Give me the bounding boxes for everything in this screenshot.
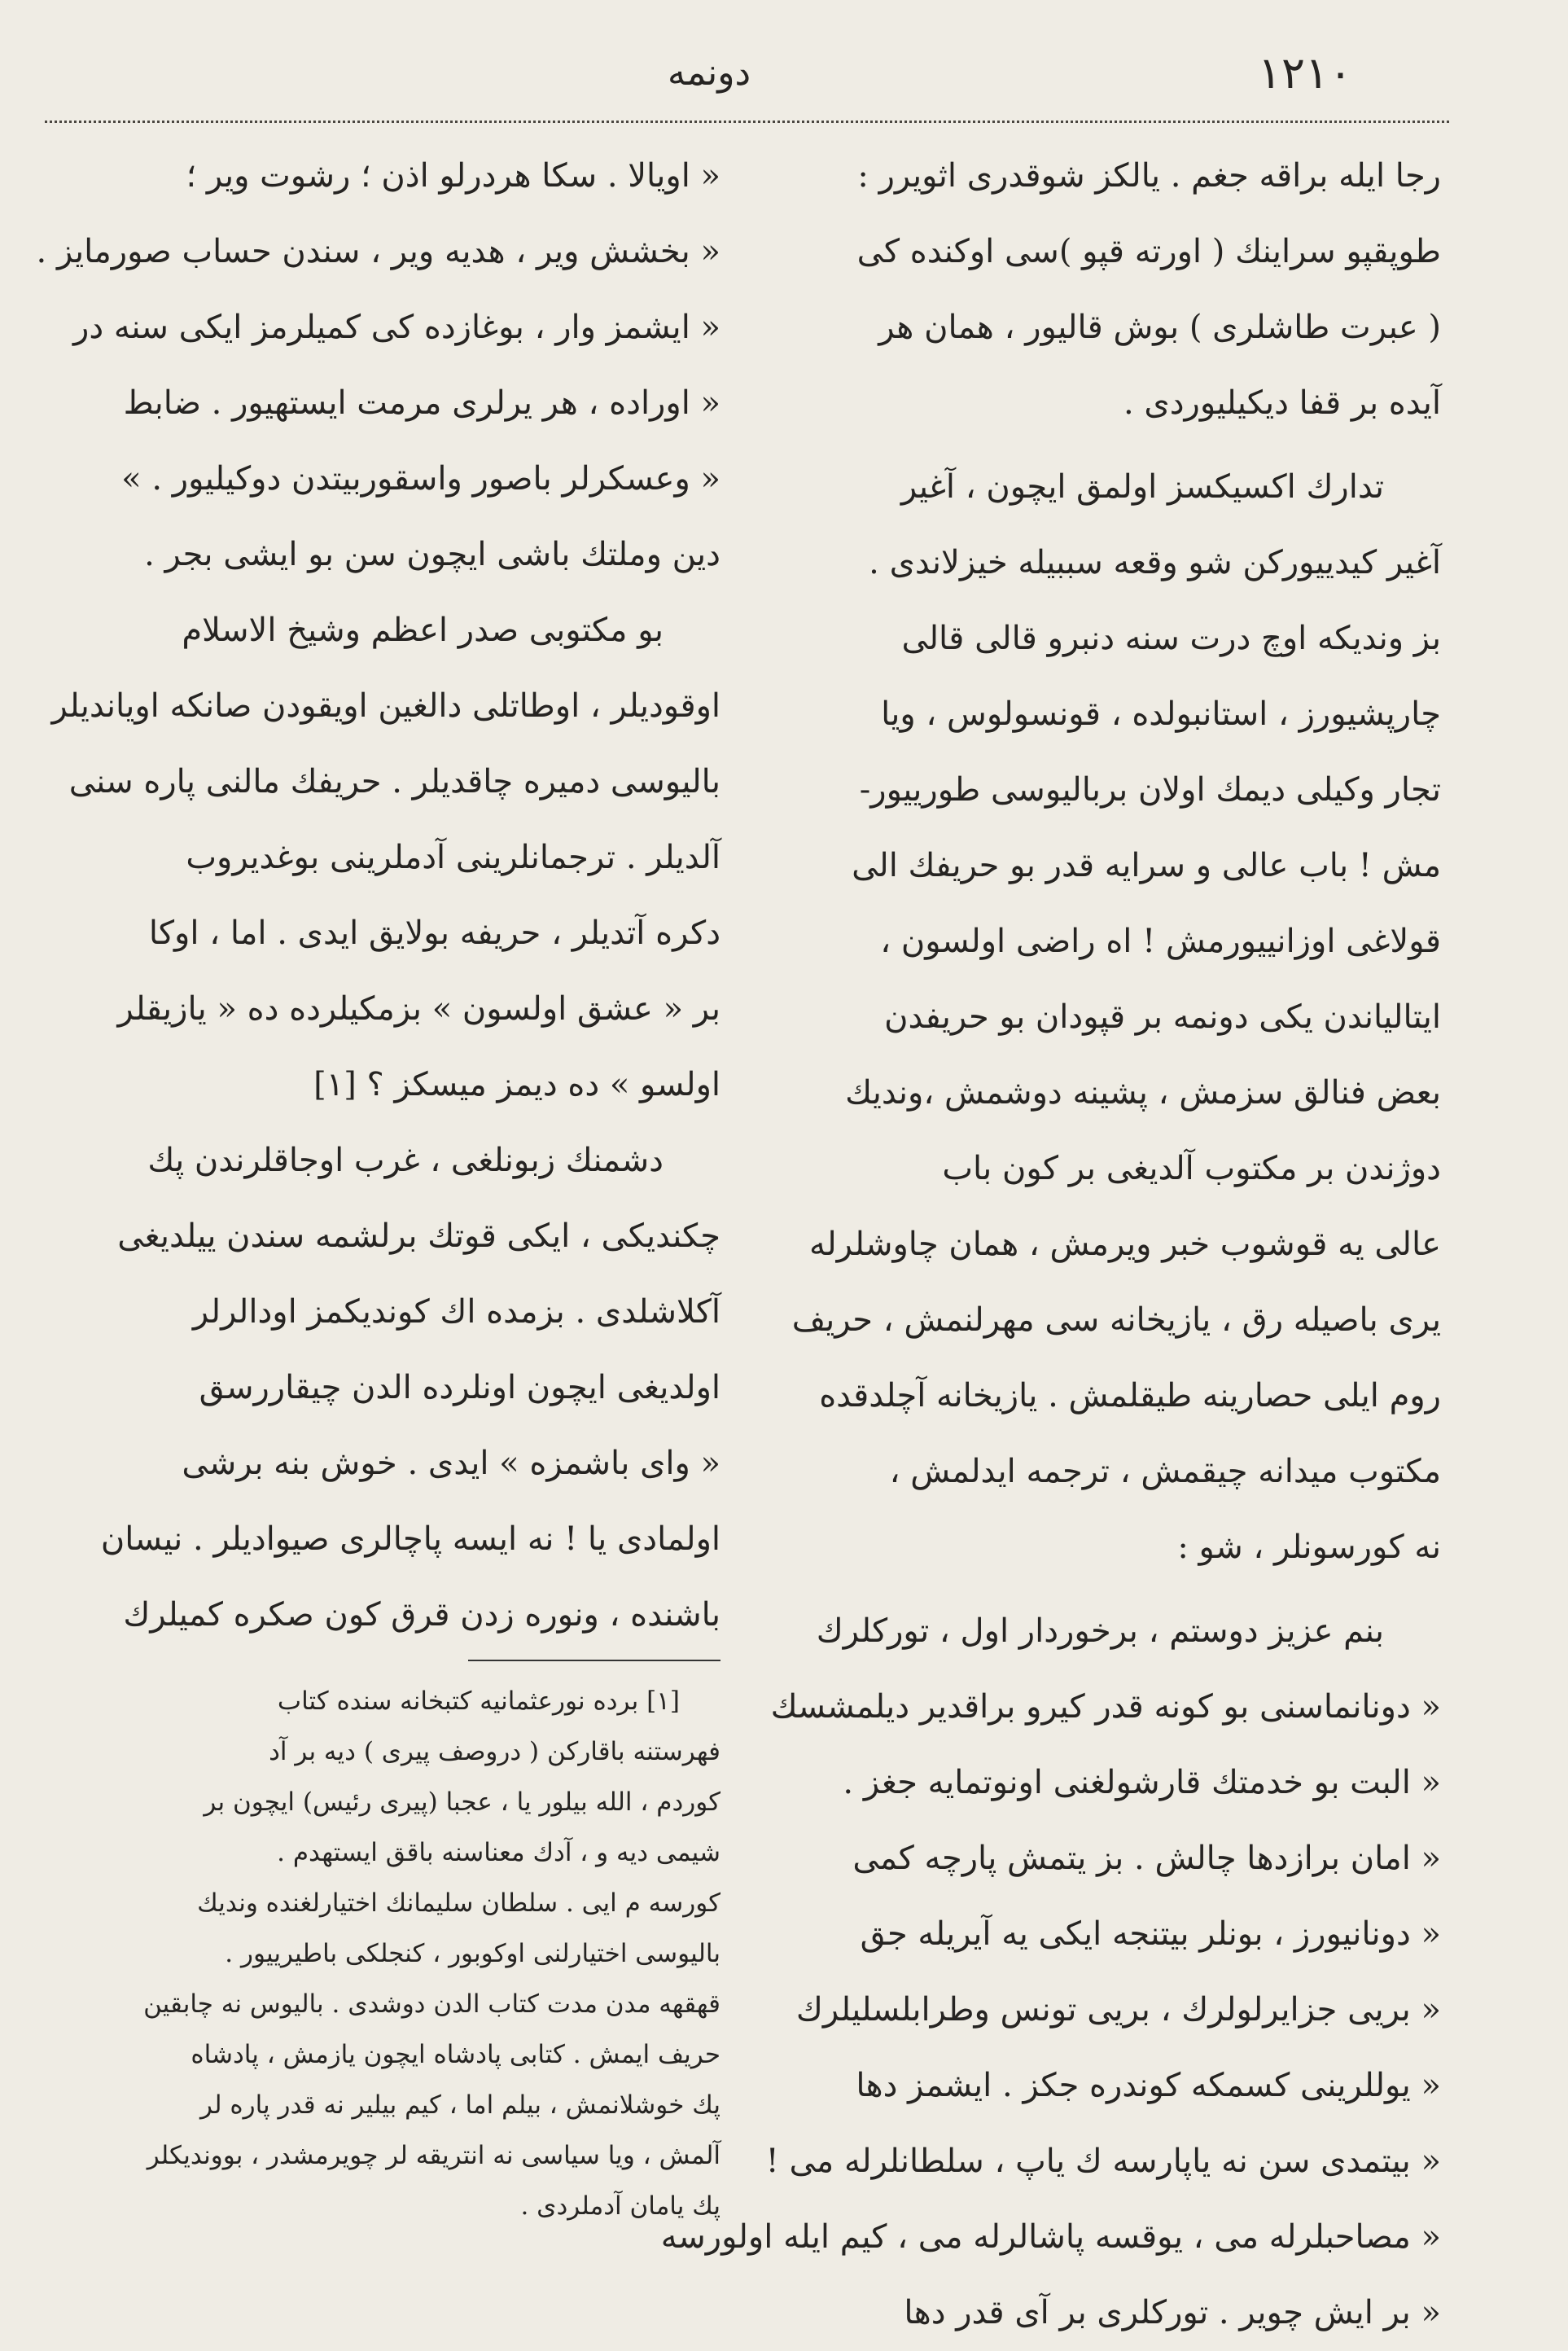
text-line: اولسو » ده دیمز میسکز ؟ [١] <box>313 1066 720 1103</box>
header-rule <box>45 121 1449 123</box>
text-line: باشنده ، ونوره زدن قرق کون صکره کمیلرك <box>123 1596 720 1634</box>
text-line: قولاغی اوزانییورمش ! اه راضی اولسون ، <box>880 923 1441 960</box>
text-line: دوژندن بر مکتوب آلدیغی بر کون باب <box>942 1150 1441 1187</box>
text-line: « وای باشمزه » ایدی . خوش بنه برشی <box>182 1445 720 1482</box>
letter-line: « بریی جزایرلولرك ، بریی تونس وطرابلسلیلرك <box>795 1991 1441 2029</box>
text-line: دکره آتدیلر ، حریفه بولایق ایدی . اما ، اوکا <box>148 915 720 952</box>
letter-line: دین وملتك باشی ایچون سن بو ایشی بجر . <box>144 536 720 573</box>
letter-line: « بیتمدی سن نه یاپارسه ك یاپ ، سلطانلرله می ! <box>765 2143 1441 2180</box>
text-line: چارپشیورز ، استانبولده ، قونسولوس ، ویا <box>881 695 1441 733</box>
paragraph-gap <box>777 1586 1441 1594</box>
text-line: روم ایلی حصارینه طیقلمش . یازیخانه آچلدقده <box>819 1377 1441 1415</box>
footnote-line: شیمی دیه و ، آدك معناسنه باقق ایستهدم . <box>277 1838 720 1867</box>
paragraph-start-line: تدارك اکسیکسز اولمق ایچون ، آغیر <box>900 468 1384 506</box>
left-column <box>36 138 720 2231</box>
footnote-line: کورسه م ایی . سلطان سلیمانك اختیارلغنده وندیك <box>197 1888 720 1918</box>
text-line: مش ! باب عالی و سرایه قدر بو حریفك الی <box>852 847 1441 884</box>
text-line: چکندیکی ، ایکی قوتك برلشمه سندن ییلدیغی <box>117 1217 720 1255</box>
text-line: رجا ایله براقه جغم . یالکز شوقدری اثویرر : <box>857 157 1441 195</box>
text-line: طوپقپو سراینك ( اورته قپو )سی اوکنده کی <box>856 233 1441 270</box>
text-line: آغیر کیدییورکن شو وقعه سببیله خیزلاندی . <box>869 544 1441 581</box>
letter-line: « یوللرینی کسمکه کوندره جکز . ایشمز دها <box>856 2067 1441 2104</box>
paragraph-start-line: بو مکتوبی صدر اعظم وشیخ الاسلام <box>182 612 664 649</box>
page-number: ١٢١٠ <box>1258 47 1353 99</box>
running-title: دونمه <box>668 52 751 94</box>
text-line: بر « عشق اولسون » بزمکیلرده ده « یازیقلر <box>117 990 720 1028</box>
text-line: اوقودیلر ، اوطاتلی دالغین اویقودن صانکه اویاندیلر <box>51 687 720 725</box>
letter-line: « اوراده ، هر یرلری مرمت ایستهیور . ضابط <box>123 384 720 422</box>
footnote-rule <box>468 1660 720 1661</box>
letter-line: « البت بو خدمتك قارشولغنی اونوتمایه جغز . <box>843 1764 1441 1801</box>
letter-line: « بر ایش چویر . تورکلری بر آی قدر دها <box>904 2294 1441 2331</box>
letter-line: « وعسکرلر باصور واسقوربيتدن دوكيليور . » <box>121 460 720 498</box>
paragraph-start-line: دشمنك زبونلغی ، غرب اوجاقلرندن پك <box>147 1142 664 1179</box>
text-line: آکلاشلدی . بزمده اك کوندیکمز اودالرلر <box>192 1293 720 1331</box>
text-line: بز ونديكه اوچ درت سنه دنبرو قالی قالی <box>901 620 1441 657</box>
letter-line: « امان برازدها چالش . بز یتمش پارچه کمی <box>852 1840 1441 1877</box>
footnote-line: آلمش ، ویا سیاسی نه انتریقه لر چویرمشدر ، بوونديكلر <box>147 2141 720 2170</box>
letter-line: « دونانماسنی بو کونه قدر کیرو براقدیر دیلمشسك <box>770 1688 1441 1726</box>
footnote-line: حریف ایمش . کتابی پادشاه ایچون یازمش ، پادشاه <box>191 2040 720 2069</box>
text-line: مکتوب میدانه چیقمش ، ترجمه ایدلمش ، <box>889 1453 1441 1490</box>
text-line: ( عبرت طاشلری ) بوش قالیور ، همان هر <box>878 309 1441 346</box>
text-line: بعض فنالق سزمش ، پشینه دوشمش ،وندیك <box>845 1074 1441 1112</box>
text-line: آلدیلر . ترجمانلرینی آدملرینی بوغدیروب <box>186 839 720 876</box>
letter-start-line: بنم عزیز دوستم ، برخوردار اول ، تورکلرك <box>816 1612 1384 1650</box>
text-line: اولدیغی ایچون اونلرده الدن چیقاررسق <box>199 1369 720 1406</box>
footnote-line: پك یامان آدملردی . <box>520 2191 720 2221</box>
footnote-line: کوردم ، الله بیلور یا ، عجبا (پیری رئیس) ایچون بر <box>204 1787 720 1817</box>
paragraph-gap <box>777 441 1441 450</box>
text-line: بالیوسی دمیره چاقدیلر . حریفك مالنی پاره سنی <box>68 763 720 800</box>
letter-line: « مصاحبلرله می ، یوقسه پاشالرله می ، کیم ایله اولورسه <box>660 2218 1441 2256</box>
text-line: یری باصیله رق ، یازیخانه سی مهرلنمش ، حریف <box>791 1301 1441 1339</box>
letter-line: « ایشمز وار ، بوغازده کی کمیلرمز ایکی سنه در <box>73 309 720 346</box>
page-header <box>0 41 1568 114</box>
footnote-line: [١] برده نورعثمانیه کتبخانه سنده کتاب <box>277 1686 680 1716</box>
footnote-line: پك خوشلانمش ، بیلم اما ، کیم بیلیر نه قدر پاره لر <box>199 2090 720 2120</box>
letter-line: « دونانیورز ، بونلر بیتنجه ایکی یه آیریله جق <box>860 1915 1441 1953</box>
text-line: اولمادی یا ! نه ایسه پاچالری صیوادیلر . نیسان <box>100 1520 720 1558</box>
right-column <box>660 138 1441 2351</box>
footnote-line: فهرستنه باقارکن ( دروصف پیری ) دیه بر آد <box>269 1737 720 1766</box>
letter-line: « بخشش ویر ، هدیه ویر ، سندن حساب صورمایز . <box>36 233 720 270</box>
footnote <box>65 1676 720 2231</box>
text-line: تجار وکیلی دیمك اولان برباليوسی طوریيور- <box>859 771 1441 809</box>
text-line: نه کورسونلر ، شو : <box>1177 1529 1441 1566</box>
footnote-line: قهقهه مدن مدت کتاب الدن دوشدی . بالیوس نه چابقین <box>143 1989 720 2019</box>
footnote-line: بالیوسی اختیارلنی اوکوبور ، کنجلکی باطیرییور . <box>225 1939 720 1968</box>
text-line: عالی یه قوشوب خبر ویرمش ، همان چاوشلرله <box>809 1226 1441 1263</box>
letter-line: « اویالا . سکا هردرلو اذن ؛ رشوت ویر ؛ <box>186 157 720 195</box>
text-line: ایتالیاندن یکی دونمه بر قپودان بو حریفدن <box>884 998 1441 1036</box>
text-line: آیده بر قفا دیکیلیوردی . <box>1123 384 1441 422</box>
